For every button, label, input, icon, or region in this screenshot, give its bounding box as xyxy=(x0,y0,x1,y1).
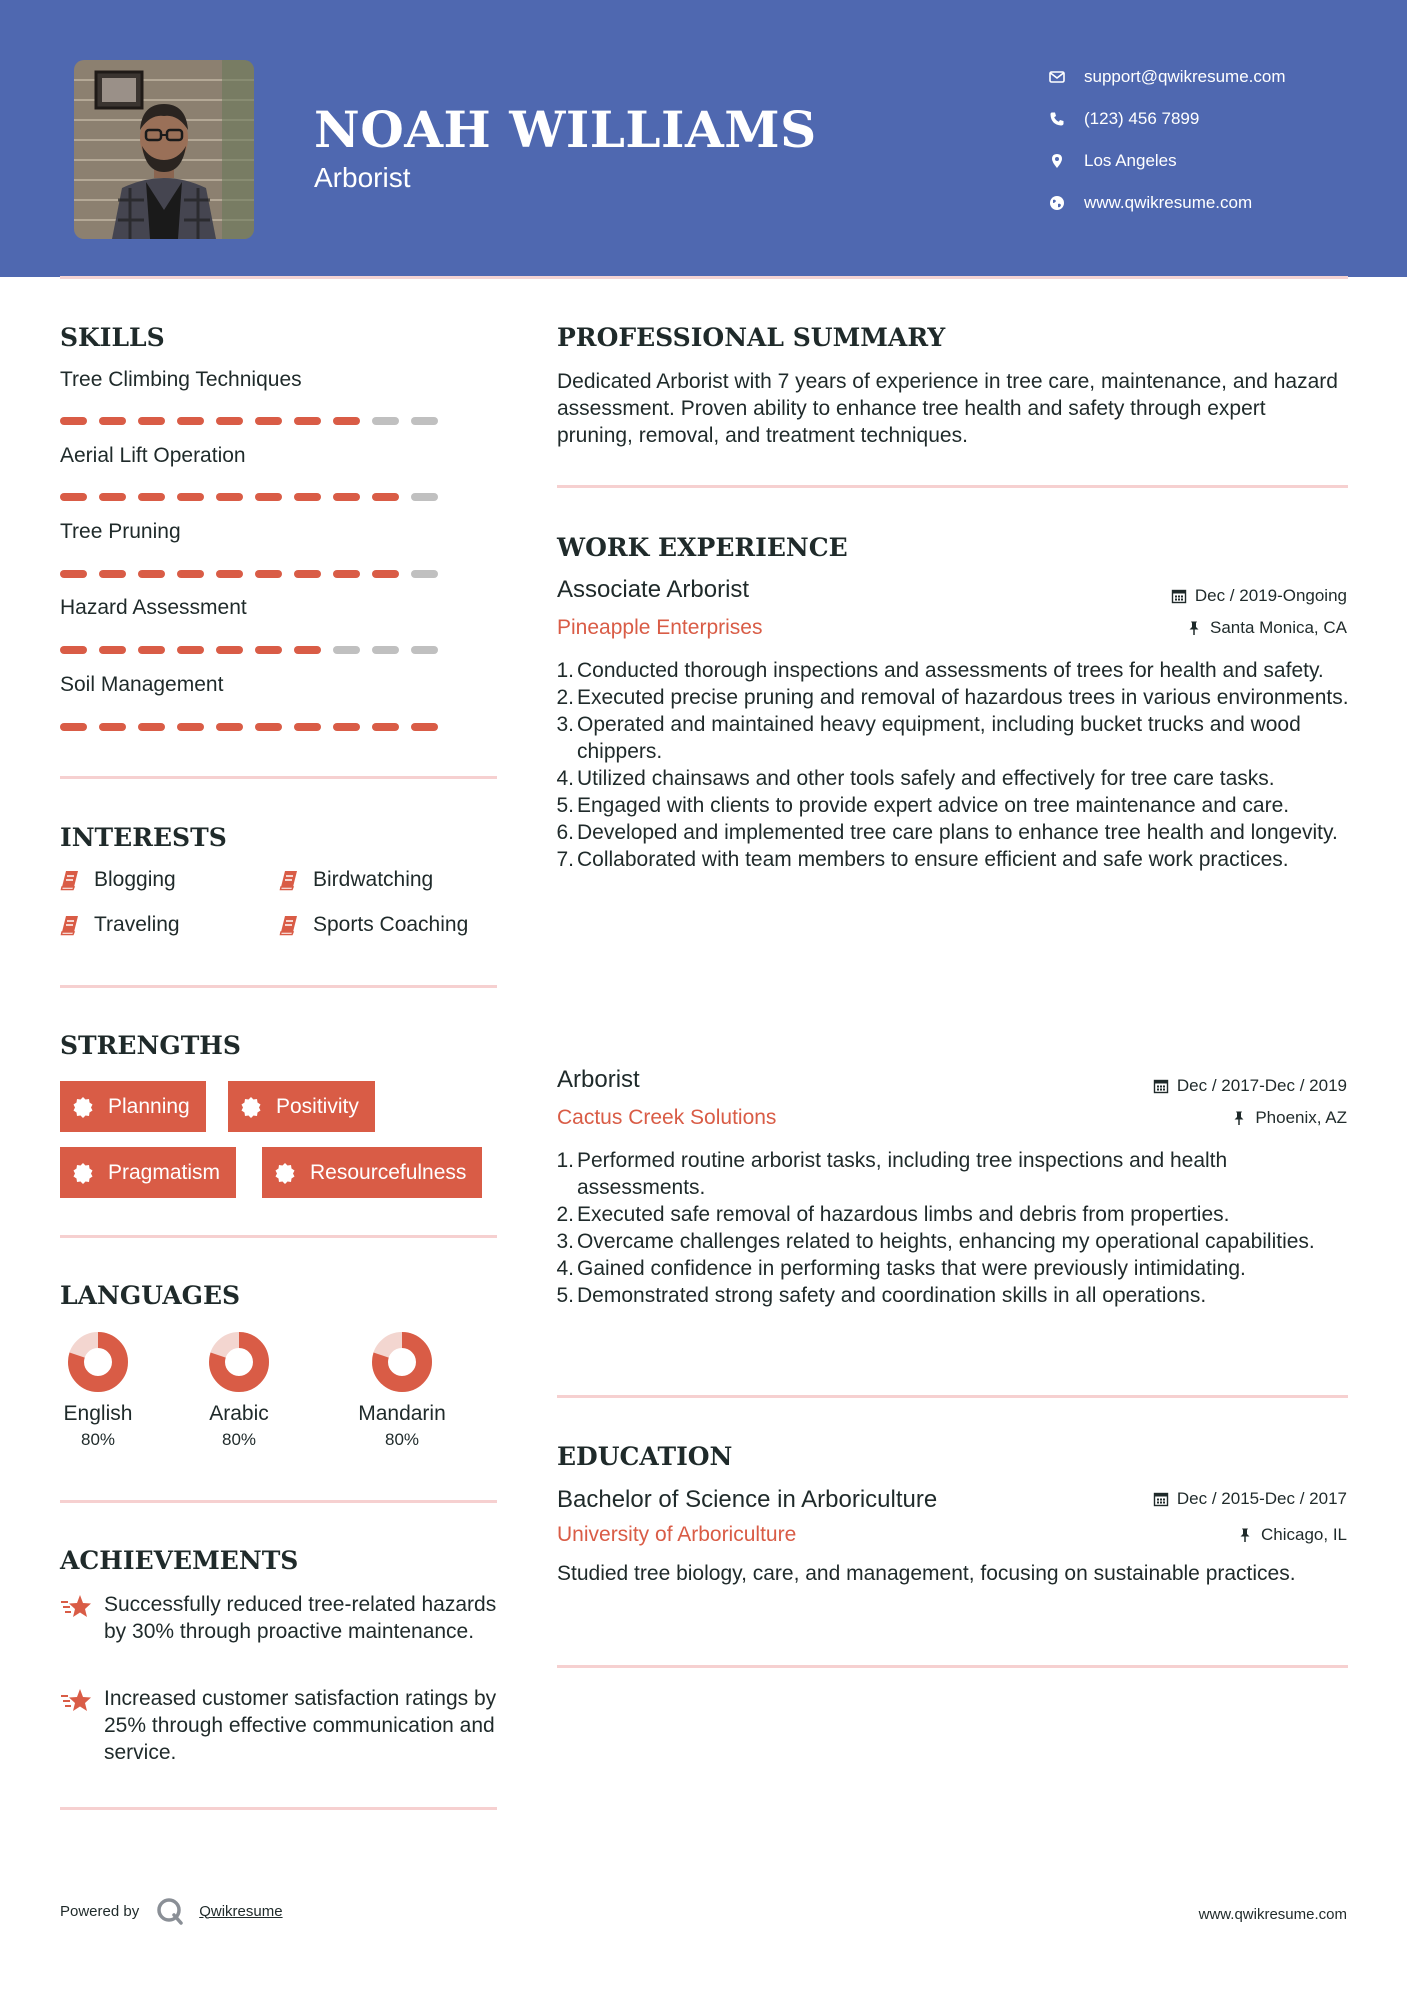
summary-heading: PROFESSIONAL SUMMARY xyxy=(557,323,946,352)
achievement-item xyxy=(60,1685,500,1766)
calendar-icon xyxy=(1171,588,1187,604)
website-text: www.qwikresume.com xyxy=(1084,193,1253,212)
skill-dash xyxy=(216,646,243,654)
job-dates-text: Dec / 2017-Dec / 2019 xyxy=(1176,1076,1347,1095)
list-item: 7. Collaborated with team members to ensure efficient and safe work practices. xyxy=(556,848,1289,871)
language-proficiency-ring xyxy=(66,1330,130,1394)
calendar-icon xyxy=(1153,1491,1169,1507)
skill-dash xyxy=(294,646,321,654)
star-icon xyxy=(60,1593,92,1621)
skill-rating xyxy=(60,493,450,501)
strength-badge xyxy=(60,1147,236,1198)
experience-heading: WORK EXPERIENCE xyxy=(557,533,848,562)
job-company: Cactus Creek Solutions xyxy=(557,1106,777,1129)
language-item xyxy=(332,1330,472,1450)
skill-dash xyxy=(372,646,399,654)
skill-dash xyxy=(411,723,438,731)
skill-dash xyxy=(138,493,165,501)
list-item: 2. Executed precise pruning and removal of hazardous trees in various environments. xyxy=(556,686,1349,709)
interest-label: Sports Coaching xyxy=(313,913,469,936)
skill-dash xyxy=(99,417,126,425)
pushpin-icon xyxy=(1237,1527,1253,1543)
skill-dash xyxy=(60,646,87,654)
contact-email[interactable] xyxy=(1048,56,1378,98)
skill-dash xyxy=(294,723,321,731)
skill-dash xyxy=(138,570,165,578)
skill-label: Tree Pruning xyxy=(60,520,181,543)
skill-rating xyxy=(60,646,450,654)
pushpin-icon xyxy=(1186,620,1202,636)
skill-label: Aerial Lift Operation xyxy=(60,444,246,467)
skill-label: Soil Management xyxy=(60,673,224,696)
education-location xyxy=(1237,1525,1347,1545)
contact-info xyxy=(1048,56,1378,224)
strength-label: Pragmatism xyxy=(108,1160,221,1184)
education-heading: EDUCATION xyxy=(557,1442,733,1471)
skill-dash xyxy=(333,417,360,425)
book-icon xyxy=(60,869,80,891)
interest-item xyxy=(279,868,433,892)
contact-phone[interactable] xyxy=(1048,98,1378,140)
skill-dash xyxy=(372,493,399,501)
skill-dash xyxy=(99,646,126,654)
achievements-heading: ACHIEVEMENTS xyxy=(60,1546,299,1575)
language-name: Arabic xyxy=(209,1402,269,1425)
skill-dash xyxy=(177,570,204,578)
skill-dash xyxy=(372,723,399,731)
education-location-text: Chicago, IL xyxy=(1261,1525,1347,1544)
skill-dash xyxy=(294,417,321,425)
skill-label: Tree Climbing Techniques xyxy=(60,368,302,391)
job-dates xyxy=(1171,586,1347,606)
section-divider xyxy=(60,1500,497,1503)
interest-item xyxy=(60,913,180,937)
languages-heading: LANGUAGES xyxy=(60,1281,241,1310)
skill-dash xyxy=(294,570,321,578)
book-icon xyxy=(60,914,80,936)
footer-website[interactable]: www.qwikresume.com xyxy=(1198,1906,1347,1923)
footer-powered-by xyxy=(60,1896,283,1926)
summary-text: Dedicated Arborist with 7 years of experience in tree care, maintenance, and hazard assessment. Proven ability to enhance tree health and safety through expert pruning, removal, and treatment techniques. xyxy=(557,370,1338,447)
language-percent: 80% xyxy=(80,1430,116,1449)
section-divider xyxy=(60,776,497,779)
skill-dash xyxy=(99,723,126,731)
skill-dash xyxy=(216,417,243,425)
section-divider xyxy=(557,1665,1348,1668)
skills-heading: SKILLS xyxy=(60,323,165,352)
list-item: 5. Engaged with clients to provide expert advice on tree maintenance and care. xyxy=(556,794,1290,817)
list-item: 2. Executed safe removal of hazardous limbs and debris from properties. xyxy=(556,1203,1230,1226)
skill-dash xyxy=(411,570,438,578)
skill-dash xyxy=(255,417,282,425)
phone-icon xyxy=(1048,110,1066,128)
job-dates-text: Dec / 2019-Ongoing xyxy=(1194,586,1347,605)
language-proficiency-ring xyxy=(207,1330,271,1394)
language-name: English xyxy=(63,1402,133,1425)
language-percent: 80% xyxy=(384,1430,420,1449)
skill-rating xyxy=(60,723,450,731)
achievement-text: Increased customer satisfaction ratings by 25% through effective communication and service. xyxy=(104,1687,497,1764)
language-percent: 80% xyxy=(221,1430,257,1449)
job-location xyxy=(1231,1108,1347,1128)
list-item: 3. Operated and maintained heavy equipment, including bucket trucks and wood chippers. xyxy=(556,713,1301,763)
achievement-item xyxy=(60,1591,500,1645)
school-name: University of Arboriculture xyxy=(557,1523,797,1546)
skill-dash xyxy=(177,646,204,654)
book-icon xyxy=(279,914,299,936)
education-dates xyxy=(1153,1489,1347,1509)
interest-label: Birdwatching xyxy=(313,868,434,891)
job-company: Pineapple Enterprises xyxy=(557,616,763,639)
strength-label: Planning xyxy=(108,1094,190,1118)
skill-dash xyxy=(411,493,438,501)
badge-check-icon xyxy=(72,1096,94,1118)
profile-photo xyxy=(74,60,254,239)
list-item: 1. Performed routine arborist tasks, including tree inspections and health assessments. xyxy=(556,1149,1228,1199)
skill-dash xyxy=(60,570,87,578)
skill-dash xyxy=(60,417,87,425)
interests-heading: INTERESTS xyxy=(60,823,227,852)
section-divider xyxy=(60,985,497,988)
job-title: Arborist xyxy=(557,1066,640,1093)
skill-dash xyxy=(255,646,282,654)
language-proficiency-ring xyxy=(370,1330,434,1394)
section-divider xyxy=(60,1807,497,1810)
contact-location xyxy=(1048,140,1378,182)
list-item: 4. Gained confidence in performing tasks that were previously intimidating. xyxy=(556,1257,1246,1280)
email-text: support@qwikresume.com xyxy=(1084,67,1286,86)
job-dates xyxy=(1153,1076,1347,1096)
qwikresume-logo-icon xyxy=(155,1896,185,1926)
badge-check-icon xyxy=(274,1162,296,1184)
skill-dash xyxy=(255,723,282,731)
skill-dash xyxy=(138,646,165,654)
skill-dash xyxy=(372,570,399,578)
job-location-text: Santa Monica, CA xyxy=(1209,618,1347,637)
strengths-heading: STRENGTHS xyxy=(60,1031,241,1060)
list-item: 3. Overcame challenges related to heights, enhancing my operational capabilities. xyxy=(556,1230,1315,1253)
degree-title: Bachelor of Science in Arboriculture xyxy=(557,1486,938,1513)
map-marker-icon xyxy=(1048,152,1066,170)
skill-dash xyxy=(216,723,243,731)
skill-dash xyxy=(333,570,360,578)
skill-dash xyxy=(255,493,282,501)
skill-dash xyxy=(99,570,126,578)
skill-rating xyxy=(60,417,450,425)
section-divider xyxy=(60,1235,497,1238)
skill-rating xyxy=(60,570,450,578)
skill-dash xyxy=(255,570,282,578)
section-divider xyxy=(557,1395,1348,1398)
candidate-title: Arborist xyxy=(314,162,411,193)
skill-dash xyxy=(177,723,204,731)
interest-label: Blogging xyxy=(94,868,176,891)
skill-dash xyxy=(138,723,165,731)
skill-dash xyxy=(333,493,360,501)
pushpin-icon xyxy=(1231,1110,1247,1126)
language-item xyxy=(169,1330,309,1450)
calendar-icon xyxy=(1153,1078,1169,1094)
section-divider xyxy=(557,485,1348,488)
education-text: Studied tree biology, care, and management, focusing on sustainable practices. xyxy=(557,1562,1296,1585)
skill-dash xyxy=(216,570,243,578)
strength-badge xyxy=(228,1081,375,1132)
powered-by-text: Powered by xyxy=(60,1902,140,1920)
strength-label: Positivity xyxy=(276,1094,359,1118)
badge-check-icon xyxy=(240,1096,262,1118)
skill-dash xyxy=(216,493,243,501)
skill-dash xyxy=(372,417,399,425)
job-title: Associate Arborist xyxy=(557,576,750,603)
badge-check-icon xyxy=(72,1162,94,1184)
skill-dash xyxy=(333,646,360,654)
interest-label: Traveling xyxy=(94,913,180,936)
brand-link[interactable]: Qwikresume xyxy=(199,1902,283,1920)
strength-badge xyxy=(262,1147,482,1198)
interest-item xyxy=(60,868,176,892)
job-location-text: Phoenix, AZ xyxy=(1255,1108,1347,1127)
interest-item xyxy=(279,913,468,937)
book-icon xyxy=(279,869,299,891)
list-item: 1. Conducted thorough inspections and assessments of trees for health and safety. xyxy=(556,659,1324,682)
education-dates-text: Dec / 2015-Dec / 2017 xyxy=(1176,1489,1347,1508)
skill-dash xyxy=(411,417,438,425)
skill-dash xyxy=(333,723,360,731)
phone-text: (123) 456 7899 xyxy=(1084,109,1200,128)
skill-dash xyxy=(60,723,87,731)
contact-website[interactable] xyxy=(1048,182,1378,224)
skill-dash xyxy=(177,417,204,425)
list-item: 5. Demonstrated strong safety and coordination skills in all operations. xyxy=(556,1284,1207,1307)
skill-dash xyxy=(60,493,87,501)
strength-label: Resourcefulness xyxy=(310,1160,467,1184)
envelope-icon xyxy=(1048,68,1066,86)
skill-dash xyxy=(138,417,165,425)
resume-header xyxy=(0,0,1407,277)
job-bullets xyxy=(552,1147,1352,1309)
language-name: Mandarin xyxy=(358,1402,446,1425)
globe-icon xyxy=(1048,194,1066,212)
list-item: 6. Developed and implemented tree care plans to enhance tree health and longevity. xyxy=(556,821,1338,844)
job-bullets xyxy=(552,657,1352,873)
skill-dash xyxy=(177,493,204,501)
header-divider xyxy=(60,276,1348,279)
job-location xyxy=(1186,618,1347,638)
skill-label: Hazard Assessment xyxy=(60,596,247,619)
list-item: 4. Utilized chainsaws and other tools safely and effectively for tree care tasks. xyxy=(556,767,1275,790)
skill-dash xyxy=(411,646,438,654)
skill-dash xyxy=(294,493,321,501)
location-text: Los Angeles xyxy=(1084,151,1177,170)
star-icon xyxy=(60,1687,92,1715)
skill-dash xyxy=(99,493,126,501)
candidate-name: NOAH WILLIAMS xyxy=(314,100,817,159)
achievement-text: Successfully reduced tree-related hazards by 30% through proactive maintenance. xyxy=(104,1593,497,1643)
strength-badge xyxy=(60,1081,206,1132)
language-item xyxy=(28,1330,168,1450)
